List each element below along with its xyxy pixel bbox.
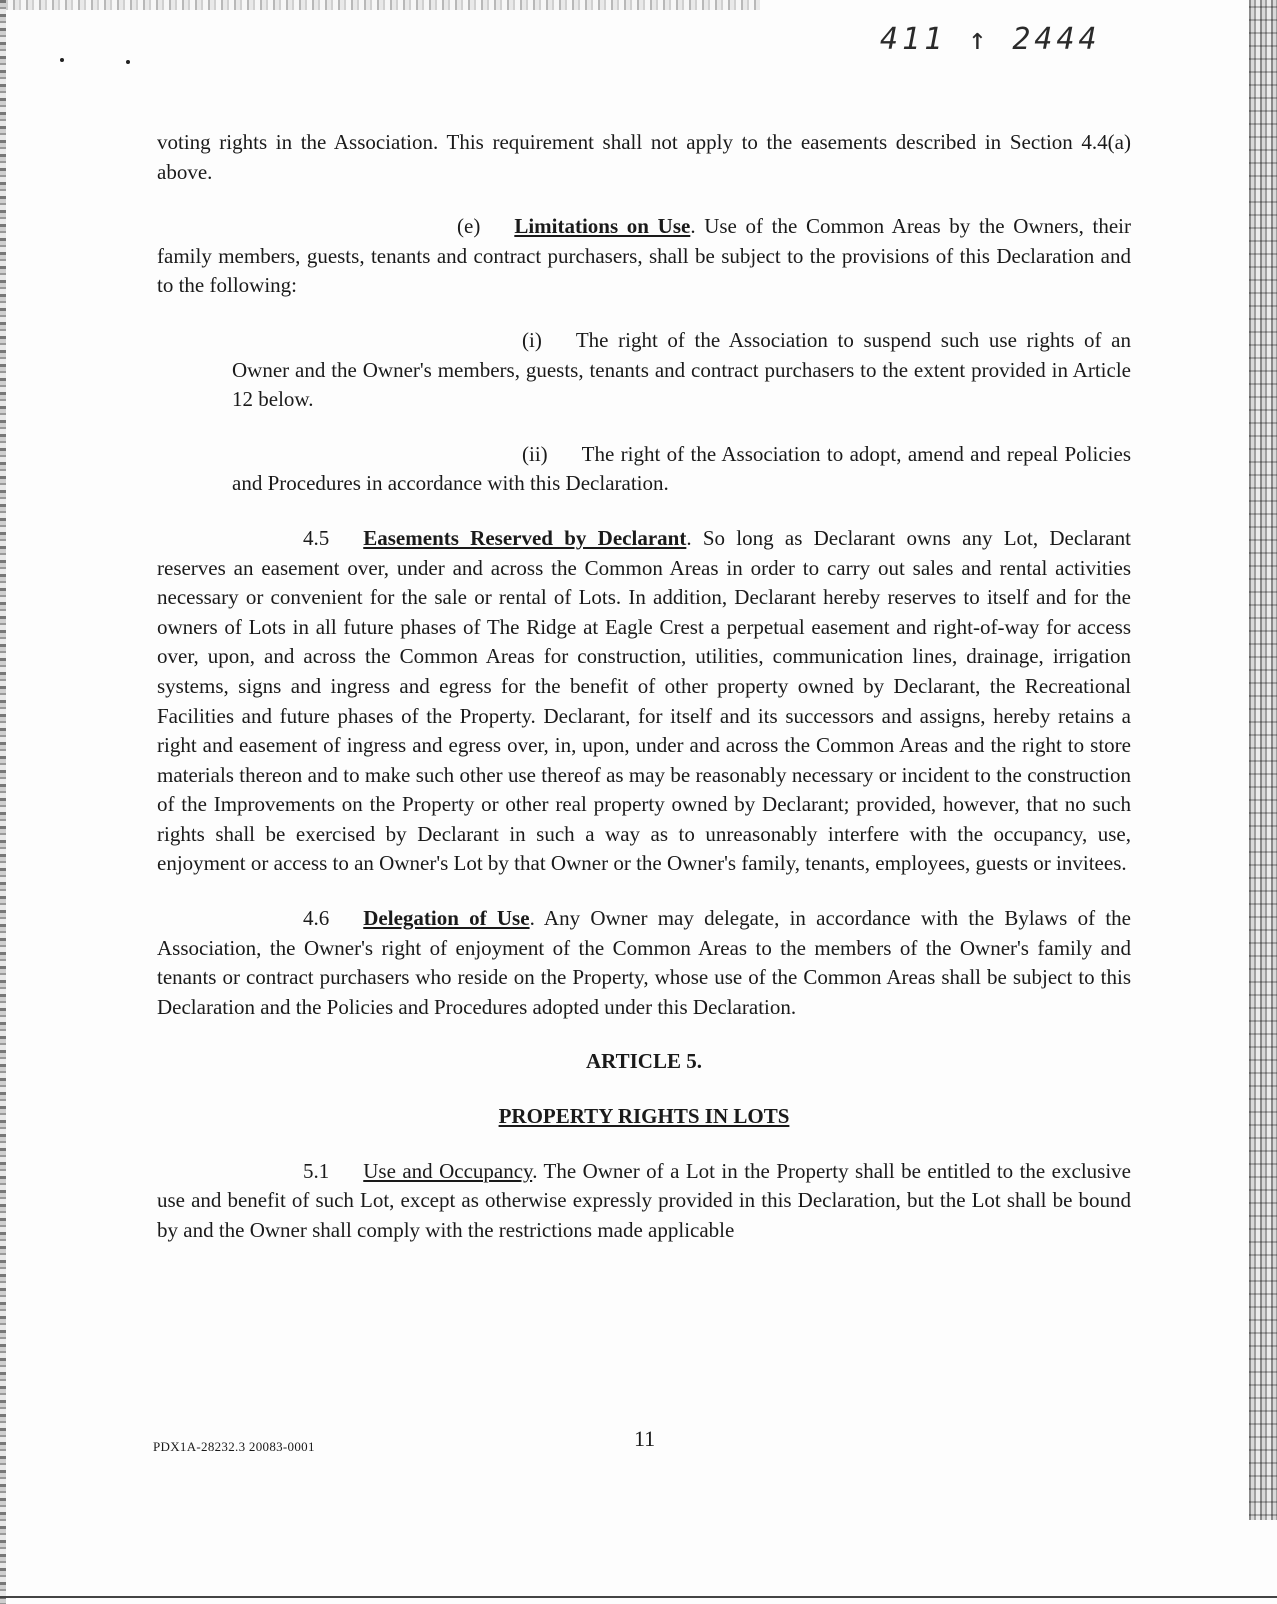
clause-text: The right of the Association to adopt, amend and repeal Policies and Procedures in accordance with this Declaration. xyxy=(232,441,1131,496)
recording-stamp: 411 ↑ 2444 xyxy=(880,22,1101,57)
document-body xyxy=(157,128,1131,1245)
clause-ii xyxy=(157,440,1131,499)
clause-label: (ii) xyxy=(522,441,548,466)
clause-text: The right of the Association to suspend such use rights of an Owner and the Owner's members, guests, tenants and contract purchasers to the extent provided in Article 12 below. xyxy=(232,327,1131,412)
section-text: . Use of the Common Areas by the Owners, their family members, guests, tenants and contract purchasers, shall be subject to the provisions of this Declaration and to the following: xyxy=(157,214,1131,298)
scan-edge-bottom xyxy=(0,1596,1277,1598)
page-number: 11 xyxy=(634,1426,656,1451)
section-text: . So long as Declarant owns any Lot, Declarant reserves an easement over, under and across the Common Areas in order to carry out sales and rental activities necessary or convenient for the sale or rental of Lots. In addition, Declarant hereby reserves to itself and for the owners of Lots in all future phases of The Ridge at Eagle Crest a perpetual easement and right-of-way for access over, upon, and across the Common Areas for construction, utilities, communication lines, drainage, irrigation systems, signs and ingress and egress for the benefit of other property owned by Declarant, the Recreational Facilities and future phases of the Property. Declarant, for itself and its successors and assigns, hereby retains a right and easement of ingress and egress over, in, upon, under and across the Common Areas and the right to store materials thereon and to make such other use thereof as may be reasonably necessary or incident to the construction of the Improvements on the Property or other real property owned by Declarant; provided, however, that no such rights shall be exercised by Declarant in such a way as to unreasonably interfere with the occupancy, use, enjoyment or access to an Owner's Lot by that Owner or the Owner's family, tenants, employees, guests or invitees. xyxy=(157,525,1131,876)
document-code: PDX1A-28232.3 20083-0001 xyxy=(153,1439,315,1454)
section-heading: Delegation of Use xyxy=(363,906,530,931)
section-heading: Easements Reserved by Declarant xyxy=(363,525,687,550)
scan-edge-top xyxy=(0,0,760,10)
section-4-4-e xyxy=(157,212,1131,301)
subsection-label: (e) xyxy=(457,214,481,239)
section-4-6 xyxy=(157,904,1131,1022)
section-heading: Use and Occupancy xyxy=(363,1158,533,1183)
clause-i xyxy=(157,326,1131,415)
continuation-paragraph: voting rights in the Association. This requirement shall not apply to the easements described in Section 4.4(a) above. xyxy=(157,130,1131,184)
article-number: ARTICLE 5. xyxy=(586,1049,702,1074)
scan-speck xyxy=(126,60,130,64)
section-text: . The Owner of a Lot in the Property shall be entitled to the exclusive use and benefit of such Lot, except as otherwise expressly provided in this Declaration, but the Lot shall be bound by and the Owner shall comply with the restrictions made applicable xyxy=(157,1158,1131,1242)
scan-edge-right xyxy=(1249,0,1277,1520)
section-heading: Limitations on Use xyxy=(514,214,691,239)
section-text: . Any Owner may delegate, in accordance with the Bylaws of the Association, the Owner's right of enjoyment of the Common Areas to the members of the Owner's family and tenants or contract purchasers who reside on the Property, whose use of the Common Areas shall be subject to this Declaration and the Policies and Procedures adopted under this Declaration. xyxy=(157,906,1131,1019)
section-number: 4.5 xyxy=(303,525,330,550)
section-5-1 xyxy=(157,1157,1131,1246)
scan-speck xyxy=(60,58,64,62)
article-title xyxy=(157,1102,1131,1132)
section-number: 4.6 xyxy=(303,906,330,931)
article-title-text: PROPERTY RIGHTS IN LOTS xyxy=(498,1104,790,1129)
scan-edge-left xyxy=(0,0,6,1604)
section-number: 5.1 xyxy=(303,1158,330,1183)
section-4-5 xyxy=(157,524,1131,879)
clause-label: (i) xyxy=(522,327,542,352)
